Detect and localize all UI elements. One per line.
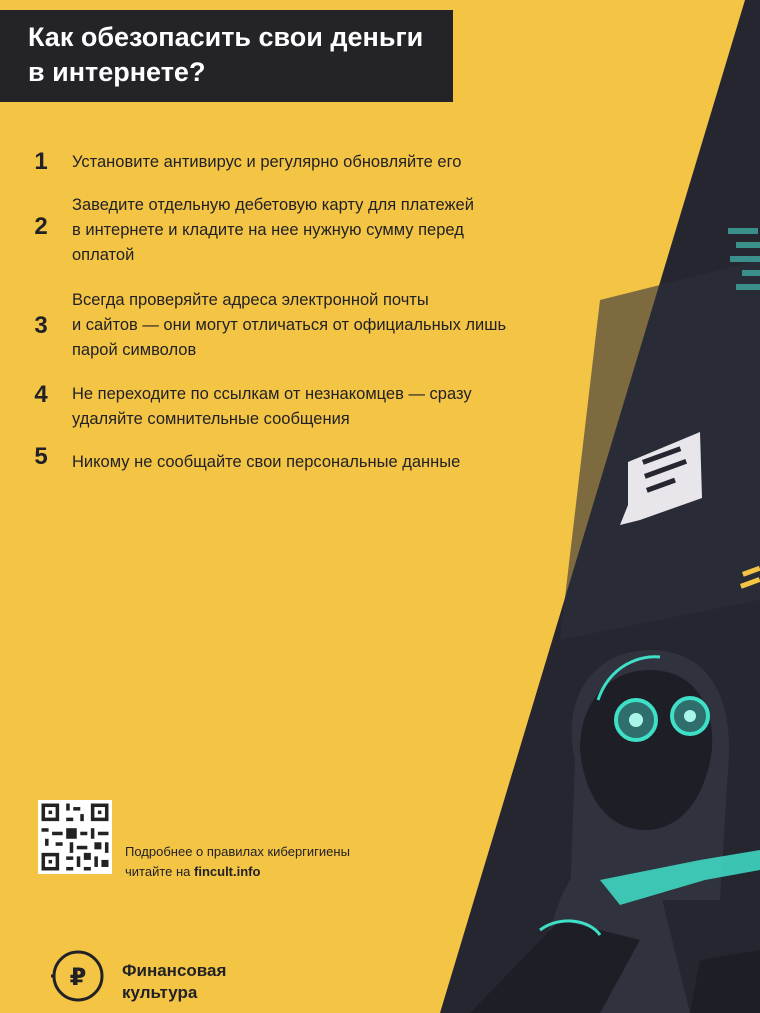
qr-note-line1: Подробнее о правилах кибергигиены	[125, 844, 350, 859]
tip-text: Не переходите по ссылкам от незнакомцев — сразу удаляйте сомнительные сообщения	[72, 385, 472, 428]
qr-code[interactable]	[38, 800, 112, 874]
tip-text: Установите антивирус и регулярно обновляйте его	[72, 153, 462, 171]
ruble-symbol: ₽	[69, 963, 87, 991]
tip-text: Всегда проверяйте адреса электронной почты и сайтов — они могут отличаться от официальных лишь парой символов	[72, 291, 507, 359]
brand-name: Финансовая культура	[122, 961, 227, 1002]
tip-text: Никому не сообщайте свои персональные данные	[72, 453, 461, 471]
tip-text: Заведите отдельную дебетовую карту для платежей в интернете и кладите на нее нужную сумму перед оплатой	[72, 196, 474, 264]
fincult-link[interactable]: fincult.info	[194, 864, 261, 879]
tip-number: 3	[34, 312, 48, 339]
qr-note-line2	[125, 862, 425, 882]
tip-number: 1	[34, 148, 48, 175]
tip-number: 5	[34, 443, 48, 470]
qr-note-prefix: читайте на	[125, 864, 195, 879]
ruble-logo-icon	[50, 948, 106, 1004]
page-title: Как обезопасить свои деньги в интернете?	[28, 22, 424, 87]
tip-number: 2	[34, 213, 48, 240]
tip-number: 4	[34, 381, 48, 408]
qr-note	[125, 842, 425, 882]
